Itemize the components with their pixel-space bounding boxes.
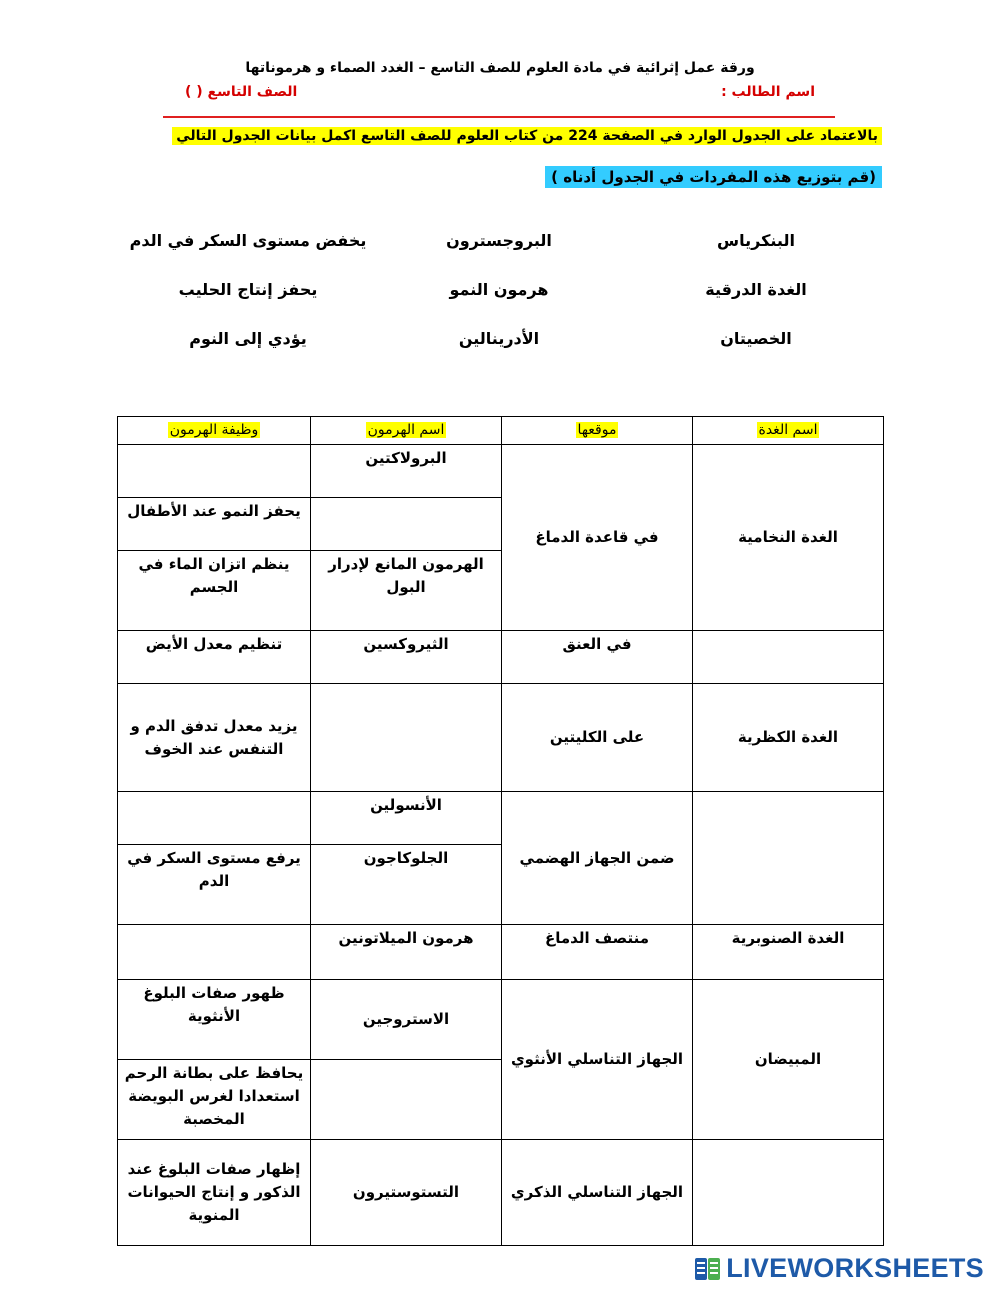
hormone-cell[interactable]: هرمون الميلاتونين — [311, 925, 502, 980]
word-bank-item: البنكرياس — [717, 231, 795, 250]
hormone-cell[interactable] — [311, 1060, 502, 1140]
hormone-cell[interactable]: البرولاكتين — [311, 445, 502, 498]
liveworksheets-logo — [694, 1253, 984, 1284]
hormone-cell[interactable] — [311, 498, 502, 551]
worksheet-title: ورقة عمل إثرائية في مادة العلوم للصف التاسع – الغدد الصماء و هرموناتها — [245, 60, 755, 76]
gland-cell[interactable] — [693, 631, 884, 684]
location-cell[interactable]: منتصف الدماغ — [502, 925, 693, 980]
function-cell[interactable]: يرفع مستوى السكر في الدم — [118, 845, 311, 925]
word-bank-item: الأدرينالين — [458, 329, 540, 348]
hormone-cell[interactable]: التستوستيرون — [311, 1140, 502, 1246]
instruction-highlight-cyan: (قم بتوزيع هذه المفردات في الجدول أدناه ) — [545, 166, 882, 188]
gland-cell[interactable] — [693, 792, 884, 925]
word-bank-item: هرمون النمو — [449, 280, 549, 299]
hormone-cell[interactable]: الجلوكاجون — [311, 845, 502, 925]
table-row — [118, 1140, 884, 1246]
instruction-highlight-yellow: بالاعتماد على الجدول الوارد في الصفحة 224 من كتاب العلوم للصف التاسع اكمل بيانات الجدول التالي — [172, 127, 882, 145]
header-function: وظيفة الهرمون — [118, 417, 311, 445]
function-cell[interactable]: يحفز النمو عند الأطفال — [118, 498, 311, 551]
header-gland: اسم الغدة — [693, 417, 884, 445]
word-bank-item: الخصيتان — [720, 329, 792, 348]
glands-table — [117, 416, 884, 1246]
function-cell[interactable]: تنظيم معدل الأيض — [118, 631, 311, 684]
header-hormone: اسم الهرمون — [311, 417, 502, 445]
location-cell[interactable]: على الكليتين — [502, 684, 693, 792]
location-cell[interactable]: الجهاز التناسلي الأنثوي — [502, 980, 693, 1140]
gland-cell[interactable]: الغدة الصنوبرية — [693, 925, 884, 980]
gland-cell[interactable]: المبيضان — [693, 980, 884, 1140]
word-bank-item: الغدة الدرقية — [705, 280, 807, 299]
table-row — [118, 925, 884, 980]
hormone-cell[interactable]: الثيروكسين — [311, 631, 502, 684]
table-row — [118, 792, 884, 845]
gland-cell[interactable]: الغدة الكظرية — [693, 684, 884, 792]
table-row — [118, 684, 884, 792]
function-cell[interactable]: إظهار صفات البلوغ عند الذكور و إنتاج الحيوانات المنوية — [118, 1140, 311, 1246]
word-bank-item: يؤدي إلى النوم — [189, 329, 307, 348]
table-header-row — [118, 417, 884, 445]
grade-label: الصف التاسع ( ) — [185, 84, 298, 100]
function-cell[interactable]: يحافظ على بطانة الرحم استعدادا لغرس البويضة المخصبة — [118, 1060, 311, 1140]
function-cell[interactable] — [118, 925, 311, 980]
gland-cell[interactable]: الغدة النخامية — [693, 445, 884, 631]
table-row — [118, 980, 884, 1060]
location-cell[interactable]: في العنق — [502, 631, 693, 684]
table-row — [118, 445, 884, 498]
function-cell[interactable]: ظهور صفات البلوغ الأنثوية — [118, 980, 311, 1060]
location-cell[interactable]: في قاعدة الدماغ — [502, 445, 693, 631]
liveworksheets-icon — [694, 1255, 722, 1283]
word-bank-item: البروجسترون — [446, 231, 552, 250]
word-bank-item: يخفض مستوى السكر في الدم — [129, 231, 367, 250]
function-cell[interactable] — [118, 792, 311, 845]
hormone-cell[interactable]: الأنسولين — [311, 792, 502, 845]
logo-text: LIVEWORKSHEETS — [726, 1253, 984, 1283]
hormone-cell[interactable]: الاستروجين — [311, 980, 502, 1060]
header-divider — [163, 116, 835, 118]
location-cell[interactable]: الجهاز التناسلي الذكري — [502, 1140, 693, 1246]
function-cell[interactable] — [118, 445, 311, 498]
function-cell[interactable]: يزيد معدل تدفق الدم و التنفس عند الخوف — [118, 684, 311, 792]
hormone-cell[interactable] — [311, 684, 502, 792]
student-name-label: اسم الطالب : — [721, 84, 815, 100]
word-bank-item: يحفز إنتاج الحليب — [178, 280, 318, 299]
function-cell[interactable]: ينظم اتزان الماء في الجسم — [118, 551, 311, 631]
table-row — [118, 631, 884, 684]
location-cell[interactable]: ضمن الجهاز الهضمي — [502, 792, 693, 925]
hormone-cell[interactable]: الهرمون المانع لإدرار البول — [311, 551, 502, 631]
gland-cell[interactable] — [693, 1140, 884, 1246]
header-location: موقعها — [502, 417, 693, 445]
